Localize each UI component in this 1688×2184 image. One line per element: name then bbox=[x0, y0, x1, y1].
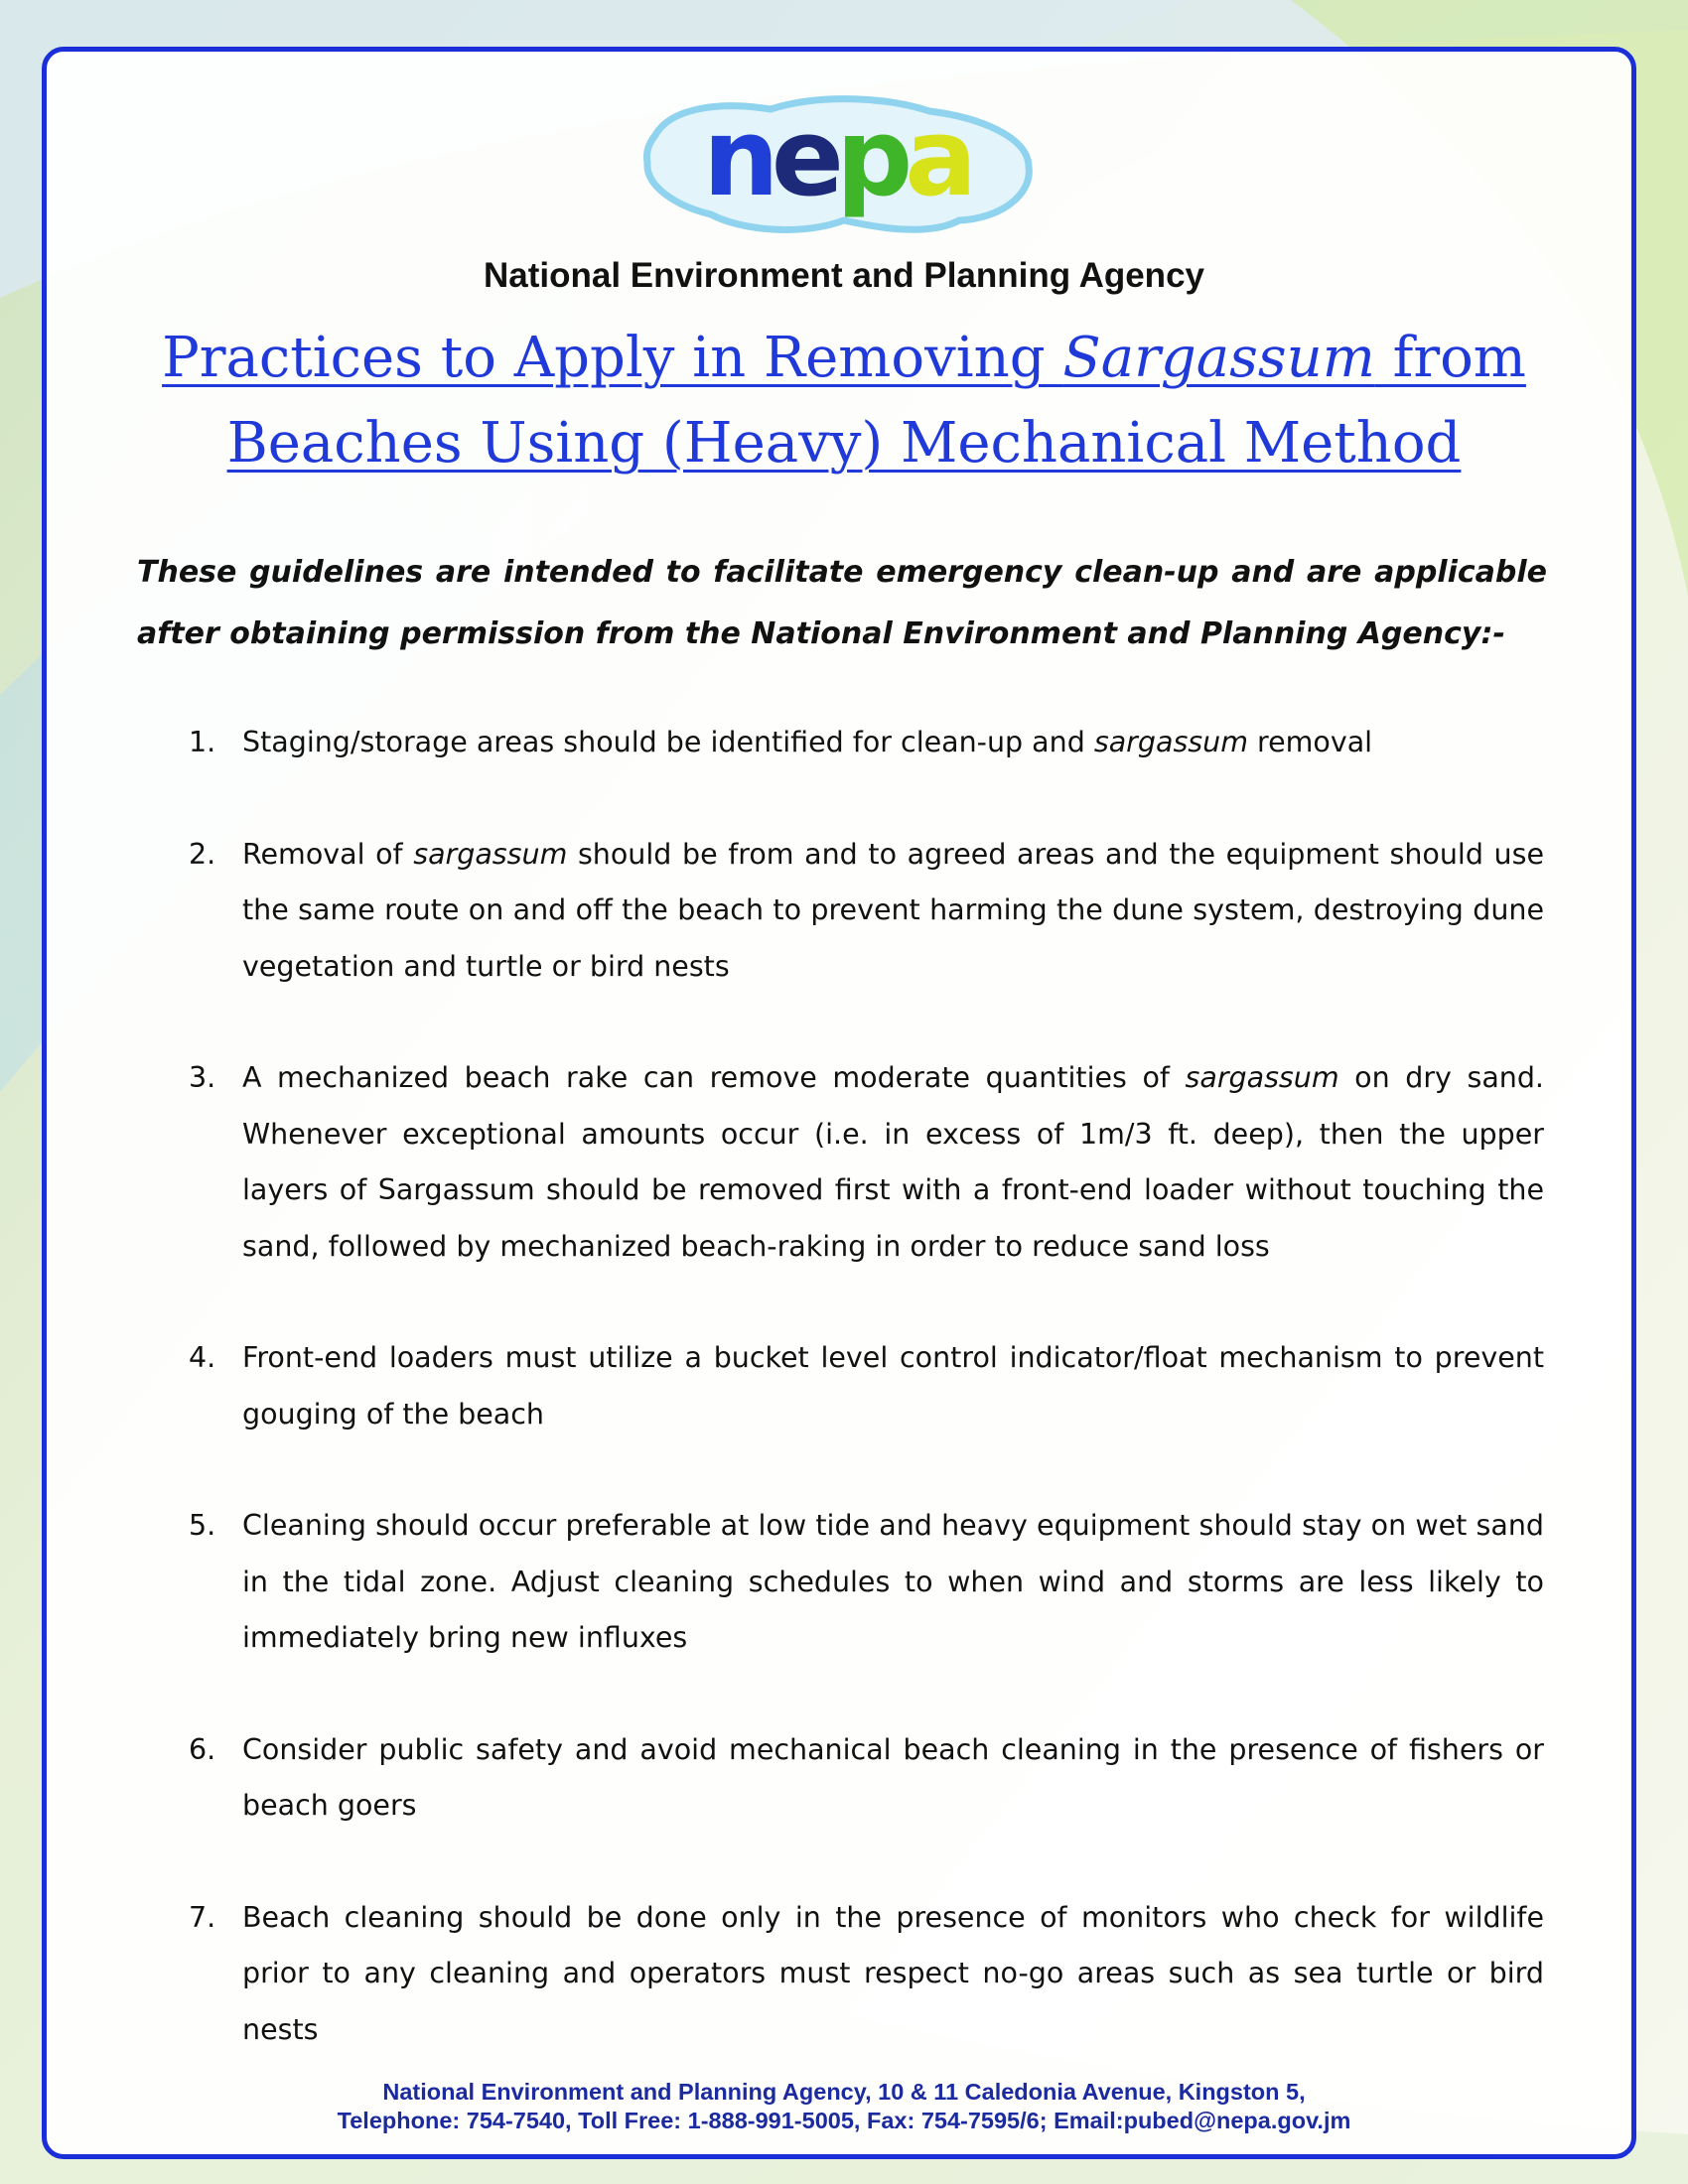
footer-address: National Environment and Planning Agency, 10 & 11 Caledonia Avenue, Kingston 5, bbox=[382, 2079, 1306, 2105]
item-number: 4. bbox=[189, 1341, 216, 1374]
item-text-pre: Consider public safety and avoid mechanical beach cleaning in the presence of fishers or beach goers bbox=[242, 1732, 1544, 1822]
list-item bbox=[149, 1722, 1544, 1835]
item-number: 1. bbox=[189, 726, 216, 758]
item-text-pre: A mechanized beach rake can remove moderate quantities of bbox=[242, 1061, 1186, 1094]
page-title bbox=[119, 316, 1569, 486]
item-number: 5. bbox=[189, 1509, 216, 1542]
nepa-logo bbox=[632, 87, 1047, 244]
item-text-pre: Front-end loaders must utilize a bucket level control indicator/float mechanism to prevent gouging of the beach bbox=[242, 1341, 1544, 1431]
list-item bbox=[149, 715, 1544, 771]
logo-text: nepa bbox=[702, 96, 970, 220]
list-item bbox=[149, 1498, 1544, 1667]
item-text-em: sargassum bbox=[1093, 726, 1248, 758]
list-item bbox=[149, 1890, 1544, 2059]
title-line1-post: from bbox=[1374, 326, 1526, 390]
title-line1-pre: Practices to Apply in Removing bbox=[162, 326, 1063, 390]
list-item bbox=[149, 827, 1544, 996]
guidelines-list bbox=[149, 715, 1544, 2058]
item-text-em: sargassum bbox=[413, 837, 568, 871]
item-number: 3. bbox=[189, 1061, 216, 1094]
item-text-pre: Beach cleaning should be done only in the presence of monitors who check for wildlife prior to any cleaning and operators must respect no-go areas such as sea turtle or bird nests bbox=[242, 1900, 1544, 2046]
title-line1-em: Sargassum bbox=[1062, 326, 1375, 390]
title-line2: Beaches Using (Heavy) Mechanical Method bbox=[226, 411, 1462, 476]
footer-phone-email: Telephone: 754-7540, Toll Free: 1-888-991-5005, Fax: 754-7595/6; Email:pubed@nepa.gov.jm bbox=[337, 2108, 1351, 2133]
item-text-post: should be from and to agreed areas and the equipment should use the same route on and off the beach to prevent harming the dune system, destroying dune vegetation and turtle or bird nests bbox=[242, 837, 1545, 983]
intro-text: These guidelines are intended to facilitate emergency clean-up and are applicable after obtaining permission from the National Environment and Planning Agency:- bbox=[137, 555, 1547, 651]
item-text-pre: Staging/storage areas should be identified for clean-up and bbox=[242, 726, 1094, 758]
item-text-em: sargassum bbox=[1185, 1061, 1339, 1094]
list-item bbox=[149, 1050, 1544, 1275]
item-number: 2. bbox=[189, 837, 216, 871]
item-text-pre: Cleaning should occur preferable at low tide and heavy equipment should stay on wet sand in the tidal zone. Adjust cleaning schedules to when wind and storms are less likely to immediately bring new influxes bbox=[242, 1509, 1544, 1654]
footer-contact bbox=[0, 2078, 1688, 2135]
item-text-post: removal bbox=[1247, 726, 1373, 758]
item-number: 6. bbox=[189, 1732, 216, 1766]
item-number: 7. bbox=[189, 1900, 216, 1934]
item-text-pre: Removal of bbox=[242, 837, 414, 871]
list-item bbox=[149, 1330, 1544, 1442]
agency-name: National Environment and Planning Agency bbox=[483, 256, 1204, 295]
item-text-post: on dry sand. Whenever exceptional amounts occur (i.e. in excess of 1m/3 ft. deep), then the upper layers of Sargassum should be removed first with a front-end loader without touching the sand, followed by mechanized beach-raking in order to reduce sand loss bbox=[242, 1061, 1544, 1263]
